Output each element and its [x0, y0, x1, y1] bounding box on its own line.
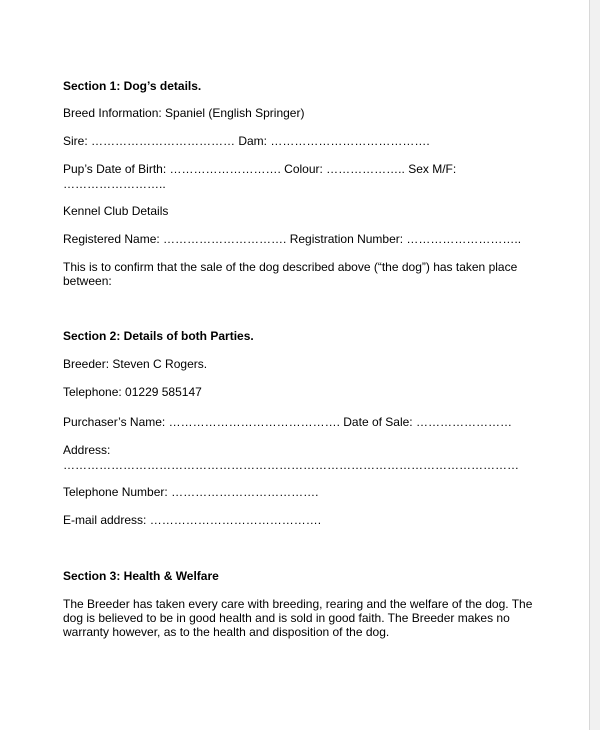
- email-field: E-mail address: …………………………………….: [63, 513, 322, 527]
- purchaser-name-date-field: Purchaser’s Name: ……………………………………. Date of Sale: ……………………: [63, 415, 512, 429]
- confirmation-text-line-2: between:: [63, 274, 112, 288]
- breeder-name: Breeder: Steven C Rogers.: [63, 357, 208, 371]
- breed-information: Breed Information: Spaniel (English Springer): [63, 106, 305, 120]
- health-paragraph-line-1: The Breeder has taken every care with breeding, rearing and the welfare of the dog. The: [63, 597, 533, 611]
- confirmation-text-line-1: This is to confirm that the sale of the dog described above (“the dog”) has taken place: [63, 260, 518, 274]
- page-edge: [589, 0, 590, 730]
- breeder-telephone: Telephone: 01229 585147: [63, 385, 202, 399]
- section-2-heading: Section 2: Details of both Parties.: [63, 329, 254, 343]
- kennel-club-label: Kennel Club Details: [63, 204, 169, 218]
- pup-birth-colour-sex-field: Pup’s Date of Birth: ………………………. Colour: ……………….. Sex M/F:: [63, 162, 457, 176]
- health-paragraph-line-2: dog is believed to be in good health and is sold in good faith. The Breeder makes no: [63, 611, 510, 625]
- purchaser-telephone-field: Telephone Number: ……………………………….: [63, 485, 319, 499]
- address-label: Address:: [63, 443, 111, 457]
- section-3-heading: Section 3: Health & Welfare: [63, 569, 219, 583]
- registered-name-field: Registered Name: …………………………. Registration Number: ………………………..: [63, 232, 522, 246]
- address-field: ……………………………………………………………………………………………………: [63, 458, 519, 472]
- section-1-heading: Section 1: Dog’s details.: [63, 79, 202, 93]
- sire-dam-field: Sire: ……………………………… Dam: ………………………………….: [63, 134, 430, 148]
- health-paragraph-line-3: warranty however, as to the health and disposition of the dog.: [63, 625, 390, 639]
- pup-birth-continuation: ……………………..: [63, 177, 166, 191]
